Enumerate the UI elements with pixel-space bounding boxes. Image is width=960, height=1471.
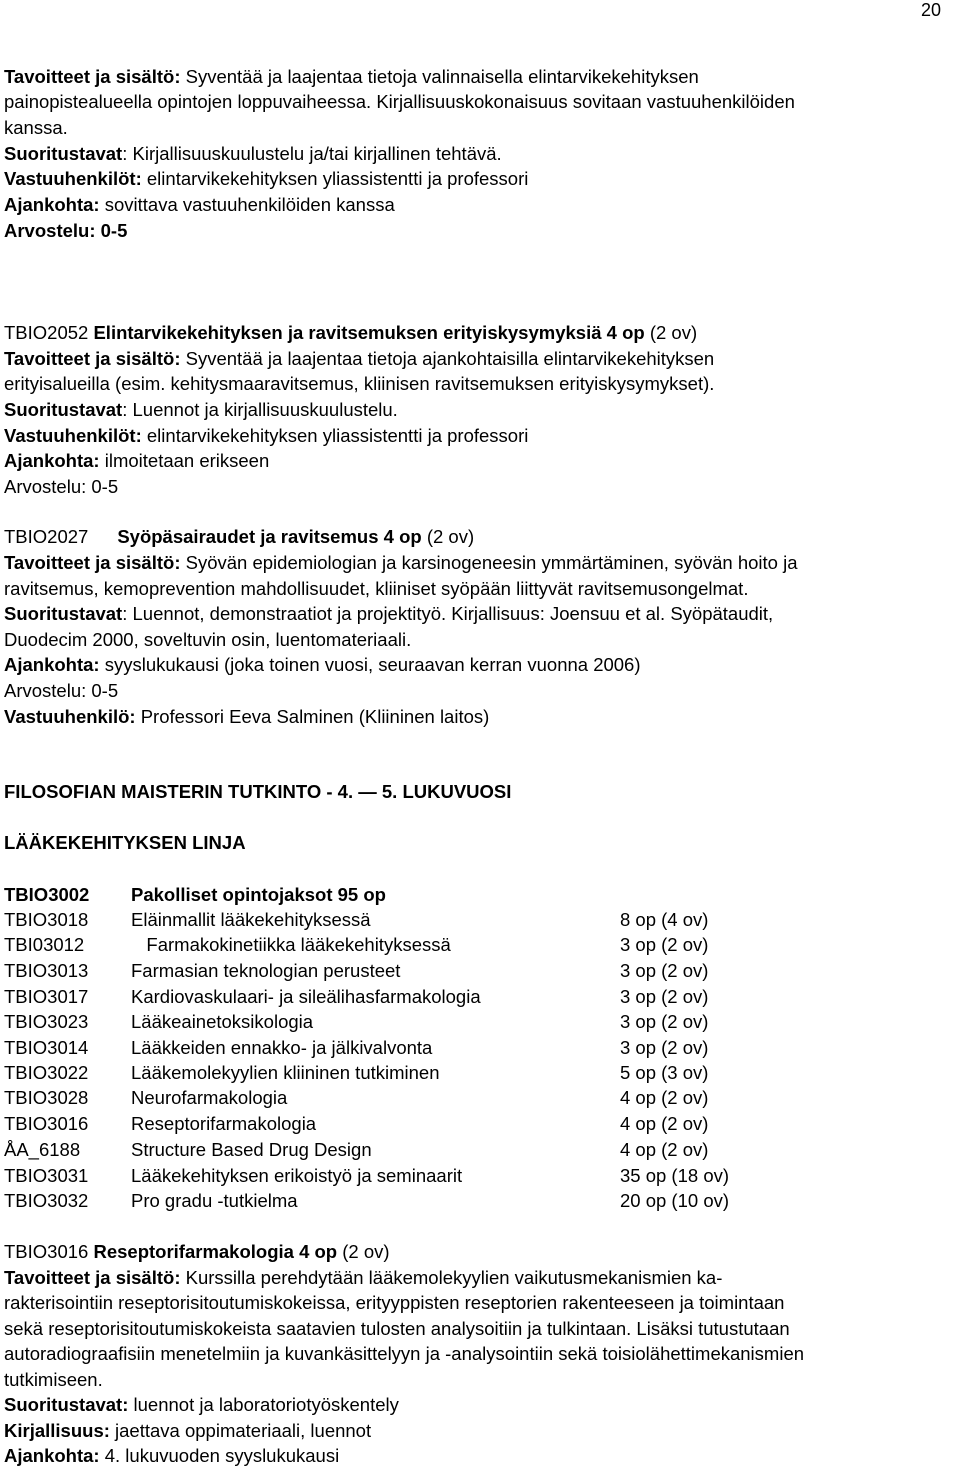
course-code: TBIO3022 xyxy=(4,1062,89,1083)
course-credits: 3 op (2 ov) xyxy=(620,1037,709,1058)
course-title: Pro gradu -tutkielma xyxy=(131,1190,298,1211)
course-title: Farmasian teknologian perusteet xyxy=(131,960,401,981)
course-code: TBIO3032 xyxy=(4,1190,89,1211)
completion-line: Suoritustavat: Luennot, demonstraatiot ja projektityö. Kirjallisuus: Joensuu et al. Syöpätaudit, xyxy=(4,603,774,624)
literature-line: Kirjallisuus: jaettava oppimateriaali, luennot xyxy=(4,1420,372,1441)
course-credits: 4 op (2 ov) xyxy=(620,1139,709,1160)
course-title-line: TBIO3016 Reseptorifarmakologia 4 op (2 ov) xyxy=(4,1241,390,1262)
table-header-title: Pakolliset opintojaksot 95 op xyxy=(131,884,386,905)
table-row xyxy=(4,1009,944,1035)
grading-line: Arvostelu: 0-5 xyxy=(4,680,119,701)
text-line: Duodecim 2000, soveltuvin osin, luentomateriaali. xyxy=(4,629,412,650)
course-code: ÅA_6188 xyxy=(4,1139,81,1160)
course-title: Kardiovaskulaari- ja sileälihasfarmakologia xyxy=(131,986,481,1007)
text-line: tutkimiseen. xyxy=(4,1369,103,1390)
goals-line: Tavoitteet ja sisältö: Syventää ja laajentaa tietoja ajankohtaisilla elintarvikekehityksen xyxy=(4,348,715,369)
page-number: 20 xyxy=(921,0,942,20)
timing-line: Ajankohta: 4. lukuvuoden syyslukukausi xyxy=(4,1445,340,1466)
goals-line: Tavoitteet ja sisältö: Kurssilla perehdytään lääkemolekyylien vaikutusmekanismien ka- xyxy=(4,1267,723,1288)
table-row xyxy=(4,1188,944,1214)
text-line: ravitsemus, kemoprevention mahdollisuudet, kliiniset syöpään liittyvät ravitsemusongelmat. xyxy=(4,578,749,599)
text-line: erityisalueilla (esim. kehitysmaaravitsemus, kliinisen ravitsemuksen erityiskysymykset). xyxy=(4,373,715,394)
text-line: rakterisointiin reseptorisitoutumiskokeissa, erityyppisten reseptorien rakenteeseen ja toimintaan xyxy=(4,1292,785,1313)
course-credits: 5 op (3 ov) xyxy=(620,1062,709,1083)
course-title: Reseptorifarmakologia xyxy=(131,1113,317,1134)
timing-line: Ajankohta: ilmoitetaan erikseen xyxy=(4,450,270,471)
table-row xyxy=(4,907,944,933)
course-code: TBIO3023 xyxy=(4,1011,89,1032)
table-row xyxy=(4,1085,944,1111)
completion-line: Suoritustavat: Kirjallisuuskuulustelu ja/tai kirjallinen tehtävä. xyxy=(4,143,502,164)
course-title-line: TBIO2052 Elintarvikekehityksen ja ravitsemuksen erityiskysymyksiä 4 op (2 ov) xyxy=(4,322,698,343)
course-credits: 3 op (2 ov) xyxy=(620,960,709,981)
table-row xyxy=(4,932,944,958)
text-line: sekä reseptorisitoutumiskokeista saatavien tulosten analysoitiin ja tulkintaan. Lisäksi tutustutaan xyxy=(4,1318,790,1339)
course-code: TBIO3031 xyxy=(4,1165,89,1186)
course-title: Neurofarmakologia xyxy=(131,1087,288,1108)
responsible-line: Vastuuhenkilöt: elintarvikekehityksen yliassistentti ja professori xyxy=(4,425,529,446)
table-header xyxy=(4,882,944,908)
course-title: Farmakokinetiikka lääkekehityksessä xyxy=(131,934,451,955)
responsible-line: Vastuuhenkilö: Professori Eeva Salminen (Kliininen laitos) xyxy=(4,706,490,727)
course-code: TBIO3018 xyxy=(4,909,89,930)
text-line: autoradiograafisiin menetelmiin ja kuvankäsittelyyn ja -analysointiin sekä toisiolähettimekanismien xyxy=(4,1343,805,1364)
course-credits: 20 op (10 ov) xyxy=(620,1190,730,1211)
course-code: TBIO3028 xyxy=(4,1087,89,1108)
course-code: TBIO3017 xyxy=(4,986,89,1007)
text-line: painopistealueella opintojen loppuvaiheessa. Kirjallisuuskokonaisuus sovitaan vastuuhenkilöiden xyxy=(4,91,795,112)
course-title: Structure Based Drug Design xyxy=(131,1139,372,1160)
course-credits: 4 op (2 ov) xyxy=(620,1087,709,1108)
course-title: Eläinmallit lääkekehityksessä xyxy=(131,909,371,930)
grading-line: Arvostelu: 0-5 xyxy=(4,220,128,241)
course-code: TBIO3013 xyxy=(4,960,89,981)
course-credits: 3 op (2 ov) xyxy=(620,1011,709,1032)
goals-line: Tavoitteet ja sisältö: Syventää ja laajentaa tietoja valinnaisella elintarvikekehityksen xyxy=(4,66,699,87)
course-credits: 3 op (2 ov) xyxy=(620,934,709,955)
course-credits: 4 op (2 ov) xyxy=(620,1113,709,1134)
course-credits: 35 op (18 ov) xyxy=(620,1165,730,1186)
table-row xyxy=(4,1163,944,1189)
course-code: TBIO3014 xyxy=(4,1037,89,1058)
grading-line: Arvostelu: 0-5 xyxy=(4,476,119,497)
table-row xyxy=(4,1137,944,1163)
completion-line: Suoritustavat: luennot ja laboratoriotyöskentely xyxy=(4,1394,399,1415)
text-line: kanssa. xyxy=(4,117,68,138)
course-title-line: TBIO2027 Syöpäsairaudet ja ravitsemus 4 op (2 ov) xyxy=(4,526,475,547)
course-title: Lääkekehityksen erikoistyö ja seminaarit xyxy=(131,1165,463,1186)
course-code: TBIO3016 xyxy=(4,1113,89,1134)
table-row xyxy=(4,1111,944,1137)
table-row xyxy=(4,1060,944,1086)
course-credits: 8 op (4 ov) xyxy=(620,909,709,930)
course-code: TBI03012 xyxy=(4,934,85,955)
course-credits: 3 op (2 ov) xyxy=(620,986,709,1007)
completion-line: Suoritustavat: Luennot ja kirjallisuuskuulustelu. xyxy=(4,399,398,420)
course-title: Lääkeainetoksikologia xyxy=(131,1011,314,1032)
table-row xyxy=(4,958,944,984)
goals-line: Tavoitteet ja sisältö: Syövän epidemiologian ja karsinogeneesin ymmärtäminen, syövän hoito ja xyxy=(4,552,798,573)
timing-line: Ajankohta: sovittava vastuuhenkilöiden kanssa xyxy=(4,194,395,215)
table-row xyxy=(4,984,944,1010)
line-heading: LÄÄKEKEHITYKSEN LINJA xyxy=(4,832,246,853)
responsible-line: Vastuuhenkilöt: elintarvikekehityksen yliassistentti ja professori xyxy=(4,168,529,189)
table-header-code: TBIO3002 xyxy=(4,884,90,905)
timing-line: Ajankohta: syyslukukausi (joka toinen vuosi, seuraavan kerran vuonna 2006) xyxy=(4,654,641,675)
degree-heading: FILOSOFIAN MAISTERIN TUTKINTO - 4. — 5. LUKUVUOSI xyxy=(4,781,512,802)
course-title: Lääkemolekyylien kliininen tutkiminen xyxy=(131,1062,440,1083)
course-title: Lääkkeiden ennakko- ja jälkivalvonta xyxy=(131,1037,433,1058)
table-row xyxy=(4,1035,944,1061)
